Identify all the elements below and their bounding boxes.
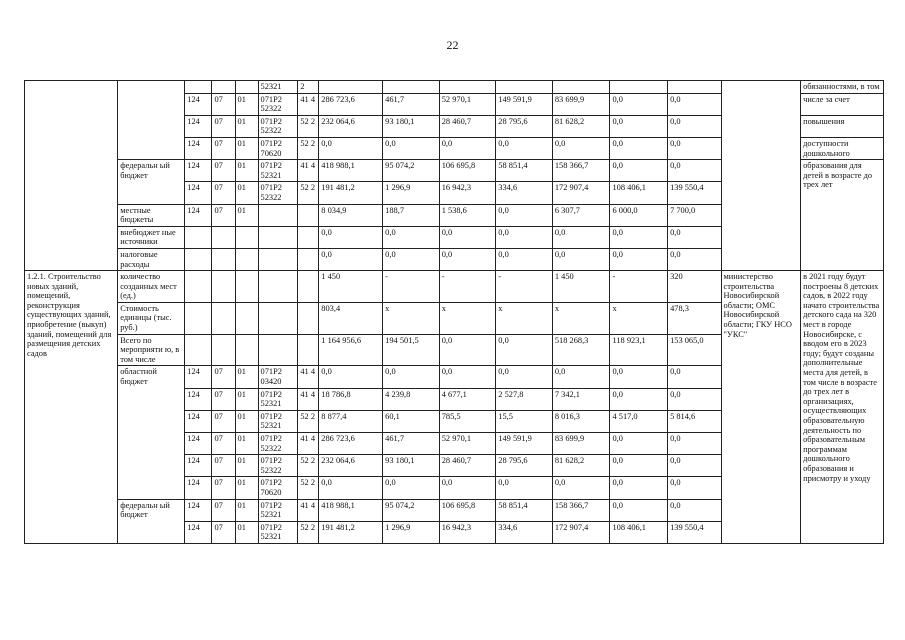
table-cell: 95 074,2 <box>383 160 440 182</box>
table-cell: 0,0 <box>610 248 668 270</box>
table-cell: 0,0 <box>668 499 721 521</box>
table-cell: 8 016,3 <box>552 410 610 432</box>
table-cell: 0,0 <box>496 226 553 248</box>
table-cell: - <box>496 271 553 303</box>
table-cell: 52 2 <box>298 410 319 432</box>
table-cell: 01 <box>235 499 258 521</box>
table-cell: 478,3 <box>668 302 721 334</box>
table-cell: 41 4 <box>298 388 319 410</box>
table-cell: 01 <box>235 115 258 137</box>
table-cell <box>668 81 721 94</box>
table-cell <box>212 302 235 334</box>
table-cell: числе за счет <box>801 93 884 115</box>
table-cell: 0,0 <box>610 477 668 499</box>
table-cell: 52 970,1 <box>439 433 496 455</box>
table-cell <box>298 334 319 366</box>
table-cell: 124 <box>185 137 212 159</box>
table-cell: 4 239,8 <box>383 388 440 410</box>
table-cell: 2 527,8 <box>496 388 553 410</box>
table-cell: 5 814,6 <box>668 410 721 432</box>
table-cell: 0,0 <box>610 388 668 410</box>
table-cell: Всего по мероприяти ю, в том числе <box>118 334 185 366</box>
table-cell: 0,0 <box>496 204 553 226</box>
table-cell: 803,4 <box>319 302 383 334</box>
table-cell <box>258 334 298 366</box>
table-cell: Стоимость единицы (тыс. руб.) <box>118 302 185 334</box>
table-cell: 0,0 <box>319 226 383 248</box>
table-cell: 01 <box>235 204 258 226</box>
table-cell: 0,0 <box>668 115 721 137</box>
table-cell: 0,0 <box>439 137 496 159</box>
table-cell: 0,0 <box>439 477 496 499</box>
table-cell: 52 970,1 <box>439 93 496 115</box>
table-row <box>25 81 884 94</box>
table-cell: 118 923,1 <box>610 334 668 366</box>
table-cell: 0,0 <box>610 93 668 115</box>
table-cell: 81 628,2 <box>552 115 610 137</box>
table-cell: 01 <box>235 388 258 410</box>
table-cell <box>258 271 298 303</box>
table-cell: - <box>439 271 496 303</box>
table-cell: 0,0 <box>610 366 668 388</box>
table-cell: 0,0 <box>668 388 721 410</box>
table-cell: 0,0 <box>319 477 383 499</box>
table-cell: 124 <box>185 433 212 455</box>
table-cell: 93 180,1 <box>383 455 440 477</box>
table-cell <box>258 226 298 248</box>
table-cell: 124 <box>185 366 212 388</box>
table-cell <box>185 334 212 366</box>
table-cell: 785,5 <box>439 410 496 432</box>
table-cell: внебюджет ные источники <box>118 226 185 248</box>
table-cell: 0,0 <box>668 477 721 499</box>
table-cell: 0,0 <box>439 334 496 366</box>
table-cell: местные бюджеты <box>118 204 185 226</box>
table-cell: повышения <box>801 115 884 137</box>
table-cell: 0,0 <box>610 226 668 248</box>
table-cell: 41 4 <box>298 366 319 388</box>
table-cell: областной бюджет <box>118 366 185 499</box>
table-cell <box>383 81 440 94</box>
table-cell: 41 4 <box>298 433 319 455</box>
table-cell: 6 000,0 <box>610 204 668 226</box>
table-cell <box>212 226 235 248</box>
table-cell: 153 065,0 <box>668 334 721 366</box>
table-cell: 0,0 <box>552 226 610 248</box>
table-cell: 93 180,1 <box>383 115 440 137</box>
table-cell: 071P2 52322 <box>258 93 298 115</box>
table-cell <box>185 226 212 248</box>
table-cell: 58 851,4 <box>496 499 553 521</box>
page-number: 22 <box>446 38 459 52</box>
table-cell: 0,0 <box>439 226 496 248</box>
table-cell <box>185 248 212 270</box>
table-cell: 01 <box>235 433 258 455</box>
table-cell <box>212 334 235 366</box>
table-cell <box>319 81 383 94</box>
table-cell: 0,0 <box>668 137 721 159</box>
table-cell: 18 786,8 <box>319 388 383 410</box>
table-cell: 8 877,4 <box>319 410 383 432</box>
table-cell: 52 2 <box>298 521 319 543</box>
table-cell: 16 942,3 <box>439 521 496 543</box>
table-cell: 139 550,4 <box>668 182 721 204</box>
table-cell: 0,0 <box>496 248 553 270</box>
table-cell: 071P2 52321 <box>258 499 298 521</box>
table-cell: 149 591,9 <box>496 433 553 455</box>
table-cell: 16 942,3 <box>439 182 496 204</box>
table-cell: 1 296,9 <box>383 182 440 204</box>
table-cell: 60,1 <box>383 410 440 432</box>
table-cell <box>212 248 235 270</box>
table-cell: 01 <box>235 160 258 182</box>
table-cell <box>185 271 212 303</box>
table-cell <box>496 81 553 94</box>
table-cell: 071P2 52322 <box>258 182 298 204</box>
table-cell: 01 <box>235 455 258 477</box>
table-cell: 4 677,1 <box>439 388 496 410</box>
table-cell <box>439 81 496 94</box>
table-cell: доступности дошкольного <box>801 137 884 159</box>
table-cell: 07 <box>212 477 235 499</box>
table-cell: 41 4 <box>298 160 319 182</box>
table-cell: 0,0 <box>439 366 496 388</box>
table-cell: образования для детей в возрасте до трех лет <box>801 160 884 271</box>
table-cell: 01 <box>235 410 258 432</box>
table-cell: 518 268,3 <box>552 334 610 366</box>
table-cell: 52 2 <box>298 455 319 477</box>
table-cell: 07 <box>212 115 235 137</box>
table-cell: 0,0 <box>496 366 553 388</box>
table-cell: 108 406,1 <box>610 521 668 543</box>
table-cell: 124 <box>185 521 212 543</box>
table-cell: 071P2 52321 <box>258 160 298 182</box>
table-cell: 461,7 <box>383 93 440 115</box>
table-cell <box>258 204 298 226</box>
table-cell: 071P2 03420 <box>258 366 298 388</box>
table-cell: 418 988,1 <box>319 160 383 182</box>
table-cell <box>258 248 298 270</box>
table-cell: 0,0 <box>319 366 383 388</box>
table-cell: 01 <box>235 93 258 115</box>
table-cell: 0,0 <box>496 477 553 499</box>
table-cell: 52 2 <box>298 182 319 204</box>
table-cell <box>298 226 319 248</box>
table-cell: 194 501,5 <box>383 334 440 366</box>
table-cell: 172 907,4 <box>552 521 610 543</box>
table-cell: 124 <box>185 182 212 204</box>
table-cell: 01 <box>235 182 258 204</box>
table-cell: 7 700,0 <box>668 204 721 226</box>
table-cell: 0,0 <box>383 366 440 388</box>
table-cell: 07 <box>212 455 235 477</box>
table-cell: 81 628,2 <box>552 455 610 477</box>
table-cell: 0,0 <box>383 137 440 159</box>
table-cell: 07 <box>212 499 235 521</box>
table-cell: 15,5 <box>496 410 553 432</box>
table-cell: 124 <box>185 410 212 432</box>
table-cell: 158 366,7 <box>552 499 610 521</box>
table-cell: 0,0 <box>668 433 721 455</box>
table-cell: 83 699,9 <box>552 93 610 115</box>
table-cell: 0,0 <box>552 248 610 270</box>
table-cell: 124 <box>185 160 212 182</box>
table-cell: - <box>610 271 668 303</box>
table-cell: 52321 <box>258 81 298 94</box>
table-cell: 0,0 <box>552 477 610 499</box>
table-cell: налоговые расходы <box>118 248 185 270</box>
table-cell: 124 <box>185 455 212 477</box>
table-cell: 7 342,1 <box>552 388 610 410</box>
table-cell: 07 <box>212 410 235 432</box>
table-cell: 0,0 <box>668 226 721 248</box>
table-cell: 071P2 70620 <box>258 477 298 499</box>
table-cell <box>298 248 319 270</box>
table-cell: 0,0 <box>610 499 668 521</box>
table-cell: 320 <box>668 271 721 303</box>
table-cell <box>185 302 212 334</box>
table-cell: 52 2 <box>298 137 319 159</box>
table-cell: 0,0 <box>552 366 610 388</box>
table-cell: 52 2 <box>298 477 319 499</box>
table-cell: 6 307,7 <box>552 204 610 226</box>
table-cell: 124 <box>185 204 212 226</box>
table-cell: 07 <box>212 160 235 182</box>
table-cell: 01 <box>235 477 258 499</box>
table-cell: x <box>610 302 668 334</box>
table-cell: 0,0 <box>383 248 440 270</box>
table-cell: 071P2 52321 <box>258 521 298 543</box>
table-cell: x <box>496 302 553 334</box>
table-cell <box>118 81 185 160</box>
table-cell: 01 <box>235 521 258 543</box>
table-cell: 1 450 <box>319 271 383 303</box>
table-cell: x <box>383 302 440 334</box>
table-cell: 0,0 <box>496 334 553 366</box>
table-cell: 0,0 <box>383 477 440 499</box>
table-cell: 334,6 <box>496 182 553 204</box>
table-cell: 232 064,6 <box>319 455 383 477</box>
table-cell: 158 366,7 <box>552 160 610 182</box>
table-cell: 071P2 52322 <box>258 433 298 455</box>
table-cell: 28 795,6 <box>496 455 553 477</box>
table-cell <box>552 81 610 94</box>
table-cell: 139 550,4 <box>668 521 721 543</box>
table-row <box>25 271 884 303</box>
table-cell: 1.2.1. Строительство новых зданий, помещений, реконструкция существующих зданий, приобретение (выкуп) зданий, помещений для размещения детских садов <box>25 271 118 544</box>
table-cell: 232 064,6 <box>319 115 383 137</box>
table-cell: 01 <box>235 137 258 159</box>
table-cell: 0,0 <box>319 248 383 270</box>
table-cell: 4 517,0 <box>610 410 668 432</box>
table-cell: 172 907,4 <box>552 182 610 204</box>
table-cell <box>298 204 319 226</box>
table-cell: 1 164 956,6 <box>319 334 383 366</box>
table-cell <box>235 334 258 366</box>
table-cell <box>298 302 319 334</box>
table-cell: 07 <box>212 137 235 159</box>
table-cell: количество созданных мест (ед.) <box>118 271 185 303</box>
table-cell: федеральн ый бюджет <box>118 160 185 204</box>
table-cell: в 2021 году будут построены 8 детских садов, в 2022 году начато строительства детского сада на 320 мест в городе Новосибирске, с вводом его в 2023 году; будут созданы дополнительные места для детей, в том числе в возрасте до трех лет в организациях, осуществляющих образовательную деятельность по образовательным программам дошкольного образования и присмотру и уходу <box>801 271 884 544</box>
table-cell: 334,6 <box>496 521 553 543</box>
table-cell <box>212 271 235 303</box>
table-cell: 0,0 <box>610 433 668 455</box>
table-cell: 28 460,7 <box>439 115 496 137</box>
table-cell: 0,0 <box>668 248 721 270</box>
table-cell: 1 538,6 <box>439 204 496 226</box>
table-cell <box>212 81 235 94</box>
table-cell: 071P2 52321 <box>258 388 298 410</box>
table-cell: 58 851,4 <box>496 160 553 182</box>
table-cell: 07 <box>212 182 235 204</box>
table-cell: 0,0 <box>496 137 553 159</box>
table-cell: 0,0 <box>439 248 496 270</box>
table-cell: федеральн ый бюджет <box>118 499 185 543</box>
table-cell: 461,7 <box>383 433 440 455</box>
table-cell <box>235 271 258 303</box>
table-cell: 071P2 52322 <box>258 115 298 137</box>
table-cell: 124 <box>185 499 212 521</box>
table-cell: 124 <box>185 477 212 499</box>
table-cell: 0,0 <box>668 93 721 115</box>
table-cell: 0,0 <box>668 366 721 388</box>
table-cell: 191 481,2 <box>319 182 383 204</box>
table-cell: 28 795,6 <box>496 115 553 137</box>
table-cell: 106 695,8 <box>439 499 496 521</box>
table-cell: x <box>552 302 610 334</box>
table-cell: x <box>439 302 496 334</box>
table-cell: 106 695,8 <box>439 160 496 182</box>
table-cell: 07 <box>212 93 235 115</box>
table-cell: 124 <box>185 115 212 137</box>
table-cell: 8 034,9 <box>319 204 383 226</box>
table-cell: 071P2 52321 <box>258 410 298 432</box>
table-cell <box>258 302 298 334</box>
table-cell: 0,0 <box>610 115 668 137</box>
table-cell <box>235 81 258 94</box>
table-cell: 83 699,9 <box>552 433 610 455</box>
table-cell: 0,0 <box>610 137 668 159</box>
table-cell: 41 4 <box>298 93 319 115</box>
table-cell: 41 4 <box>298 499 319 521</box>
table-cell <box>185 81 212 94</box>
table-cell: 0,0 <box>610 455 668 477</box>
table-cell: 0,0 <box>383 226 440 248</box>
table-cell <box>235 248 258 270</box>
table-cell: обязанностями, в том <box>801 81 884 94</box>
table-cell: 28 460,7 <box>439 455 496 477</box>
table-cell: 071P2 70620 <box>258 137 298 159</box>
table-cell <box>25 81 118 271</box>
table-cell: 188,7 <box>383 204 440 226</box>
table-cell: 52 2 <box>298 115 319 137</box>
table-cell: 124 <box>185 93 212 115</box>
table-cell: 071P2 52322 <box>258 455 298 477</box>
table-cell: 149 591,9 <box>496 93 553 115</box>
table-cell: 124 <box>185 388 212 410</box>
table-cell: 418 988,1 <box>319 499 383 521</box>
table-cell: 108 406,1 <box>610 182 668 204</box>
table-cell: 0,0 <box>319 137 383 159</box>
table-cell: 01 <box>235 366 258 388</box>
table-cell <box>610 81 668 94</box>
table-cell: 0,0 <box>668 455 721 477</box>
table-cell: 07 <box>212 388 235 410</box>
table-cell: министерство строительства Новосибирской области; ОМС Новосибирской области; ГКУ НСО "УКС" <box>721 271 801 544</box>
table-cell: 07 <box>212 204 235 226</box>
table-cell: 1 296,9 <box>383 521 440 543</box>
table-cell: 0,0 <box>610 160 668 182</box>
table-cell: 286 723,6 <box>319 93 383 115</box>
table-cell: 07 <box>212 366 235 388</box>
table-cell: 07 <box>212 433 235 455</box>
table-cell <box>235 302 258 334</box>
table-cell: 07 <box>212 521 235 543</box>
table-cell: 0,0 <box>668 160 721 182</box>
table-cell: 191 481,2 <box>319 521 383 543</box>
table-cell: 2 <box>298 81 319 94</box>
table-cell <box>298 271 319 303</box>
budget-table <box>24 80 884 544</box>
table-cell <box>721 81 801 271</box>
table-cell: 1 450 <box>552 271 610 303</box>
table-cell: 286 723,6 <box>319 433 383 455</box>
table-cell: - <box>383 271 440 303</box>
table-cell: 95 074,2 <box>383 499 440 521</box>
table-cell: 0,0 <box>552 137 610 159</box>
table-cell <box>235 226 258 248</box>
